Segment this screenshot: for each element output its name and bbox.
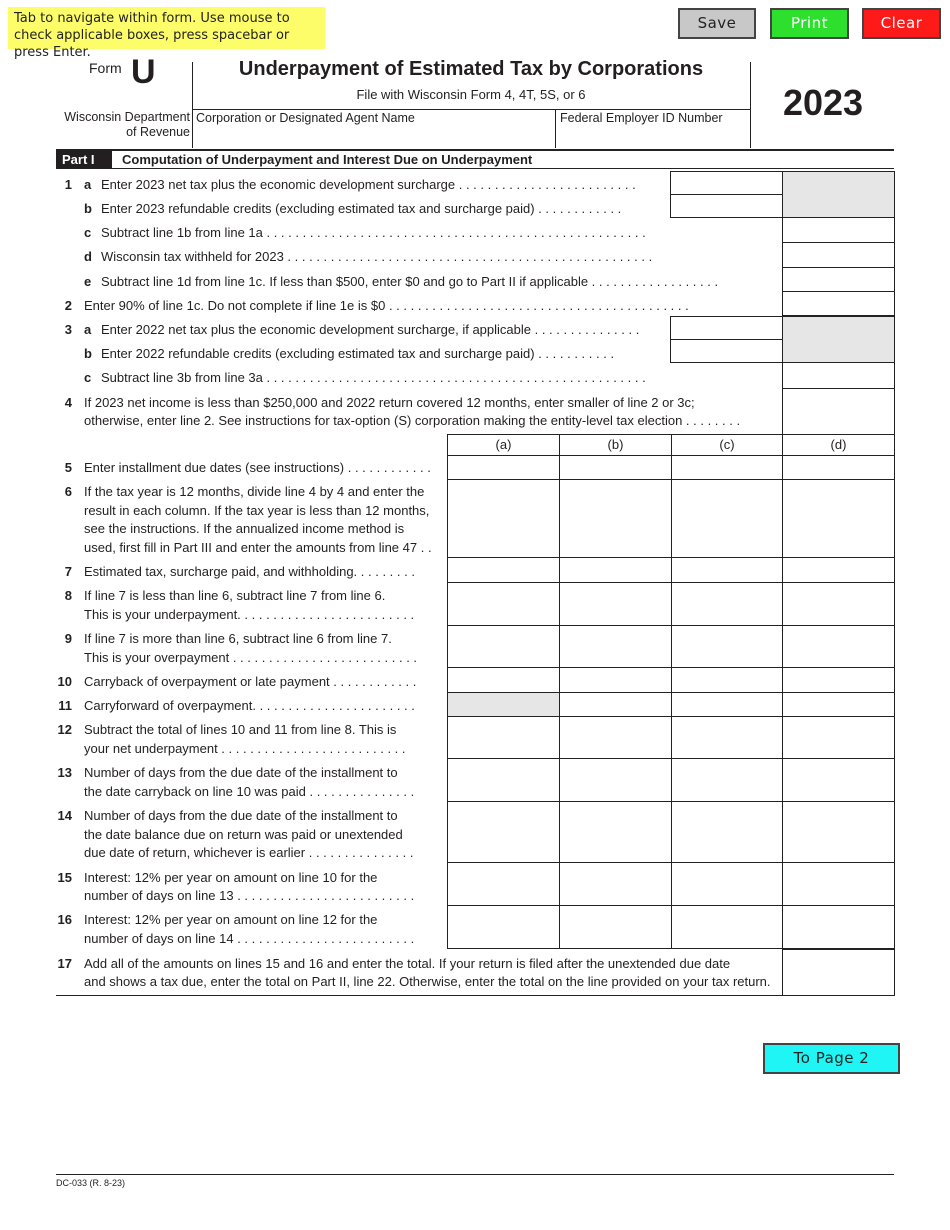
line-13-text-1: Number of days from the due date of the installment to <box>84 765 398 780</box>
line-6b-input[interactable] <box>559 479 672 558</box>
line-5c-input[interactable] <box>671 455 783 480</box>
line-1e-input[interactable] <box>782 267 895 292</box>
line-10b-input[interactable] <box>559 667 672 693</box>
line-13b-input[interactable] <box>559 758 672 802</box>
line-16c-input[interactable] <box>671 905 783 949</box>
fein-label: Federal Employer ID Number <box>560 111 723 125</box>
line-4-input[interactable] <box>782 388 895 435</box>
line-7d-input[interactable] <box>782 557 895 583</box>
line-15-text-2: number of days on line 13 . . . . . . . . . . . . . . . . . . . . . . . . . <box>84 888 415 903</box>
line-1b-letter: b <box>84 201 92 216</box>
line-1b-text: Enter 2023 refundable credits (excluding estimated tax and surcharge paid) . . . . . . . . . . . . <box>101 201 622 216</box>
line-3b-text: Enter 2022 refundable credits (excluding estimated tax and surcharge paid) . . . . . . . . . . . <box>101 346 615 361</box>
line-6-text-2: result in each column. If the tax year is less than 12 months, <box>84 503 430 518</box>
line-3c-input[interactable] <box>782 362 895 389</box>
line-17-text-2: and shows a tax due, enter the total on Part II, line 22. Otherwise, enter the total on the line provided on your tax return. <box>84 974 771 989</box>
line-9b-input[interactable] <box>559 625 672 668</box>
line-3c-text: Subtract line 3b from line 3a . . . . . . . . . . . . . . . . . . . . . . . . . . . . . . . . . . . . . . . . . . . . . . . . . . . . . <box>101 370 646 385</box>
form-code: DC-033 (R. 8-23) <box>56 1178 126 1188</box>
part-1-label: Part I <box>56 151 112 168</box>
form-letter: U <box>131 53 156 91</box>
line-1c-text: Subtract line 1b from line 1a . . . . . . . . . . . . . . . . . . . . . . . . . . . . . . . . . . . . . . . . . . . . . . . . . . . . . <box>101 225 646 240</box>
form-title: Underpayment of Estimated Tax by Corporations <box>238 58 704 80</box>
line-9-number: 9 <box>64 631 72 646</box>
line-9c-input[interactable] <box>671 625 783 668</box>
line-9a-input[interactable] <box>447 625 560 668</box>
navigation-tip: Tab to navigate within form. Use mouse to check applicable boxes, press spacebar or press Enter. <box>8 7 325 49</box>
line-7c-input[interactable] <box>671 557 783 583</box>
line-3c-letter: c <box>84 370 92 385</box>
line-12-number: 12 <box>57 722 72 737</box>
column-b-header: (b) <box>559 434 672 456</box>
line-16d-input[interactable] <box>782 905 895 949</box>
line-15a-input[interactable] <box>447 862 560 906</box>
form-footer <box>56 1174 894 1188</box>
line-15-text-1: Interest: 12% per year on amount on line 10 for the <box>84 870 378 885</box>
fein-input[interactable] <box>556 126 749 147</box>
line-9-text-1: If line 7 is more than line 6, subtract line 6 from line 7. <box>84 631 392 646</box>
line-6-text-4: used, first fill in Part III and enter the amounts from line 47 . . <box>84 540 432 555</box>
line-10-number: 10 <box>57 674 72 689</box>
line-16a-input[interactable] <box>447 905 560 949</box>
line-13a-input[interactable] <box>447 758 560 802</box>
name-input[interactable] <box>193 126 554 147</box>
line-5b-input[interactable] <box>559 455 672 480</box>
line-14b-input[interactable] <box>559 801 672 863</box>
line-1a-letter: a <box>84 177 92 192</box>
line-2-number: 2 <box>64 298 72 313</box>
divider <box>56 168 894 169</box>
line-6-number: 6 <box>64 484 72 499</box>
shaded-cell <box>447 692 560 717</box>
line-15-number: 15 <box>57 870 72 885</box>
line-17-number: 17 <box>57 956 72 971</box>
line-7a-input[interactable] <box>447 557 560 583</box>
line-12c-input[interactable] <box>671 716 783 759</box>
line-5a-input[interactable] <box>447 455 560 480</box>
line-8d-input[interactable] <box>782 582 895 626</box>
form-subtitle: File with Wisconsin Form 4, 4T, 5S, or 6 <box>356 87 586 102</box>
part-1-title: Computation of Underpayment and Interest Due on Underpayment <box>122 152 533 167</box>
line-1c-input[interactable] <box>782 217 895 243</box>
line-10c-input[interactable] <box>671 667 783 693</box>
line-13d-input[interactable] <box>782 758 895 802</box>
line-14d-input[interactable] <box>782 801 895 863</box>
part-1-header <box>56 149 894 168</box>
line-12a-input[interactable] <box>447 716 560 759</box>
shaded-cell <box>782 316 895 363</box>
name-label: Corporation or Designated Agent Name <box>196 111 415 125</box>
to-page-2-button[interactable]: To Page 2 <box>763 1043 900 1074</box>
line-16-number: 16 <box>57 912 72 927</box>
line-8-number: 8 <box>64 588 72 603</box>
line-1e-text: Subtract line 1d from line 1c. If less than $500, enter $0 and go to Part II if applicable . . . . . . . . . . . . . . . . . . <box>101 274 719 289</box>
line-1d-input[interactable] <box>782 242 895 268</box>
line-13-text-2: the date carryback on line 10 was paid . . . . . . . . . . . . . . . <box>84 784 415 799</box>
save-button[interactable]: Save <box>678 8 756 39</box>
line-11d-input[interactable] <box>782 692 895 717</box>
line-1d-letter: d <box>84 249 92 264</box>
line-12b-input[interactable] <box>559 716 672 759</box>
line-6c-input[interactable] <box>671 479 783 558</box>
form-word: Form <box>89 60 122 76</box>
line-1c-letter: c <box>84 225 92 240</box>
line-12-text-2: your net underpayment . . . . . . . . . . . . . . . . . . . . . . . . . . <box>84 741 406 756</box>
line-11b-input[interactable] <box>559 692 672 717</box>
line-5-number: 5 <box>64 460 72 475</box>
line-1a-text: Enter 2023 net tax plus the economic development surcharge . . . . . . . . . . . . . . . . . . . . . . . . . <box>101 177 636 192</box>
tax-year: 2023 <box>782 82 864 123</box>
line-17-input[interactable] <box>782 949 895 996</box>
line-1d-text: Wisconsin tax withheld for 2023 . . . . . . . . . . . . . . . . . . . . . . . . . . . . . . . . . . . . . . . . . . . . . . . . . . . <box>101 249 653 264</box>
line-14a-input[interactable] <box>447 801 560 863</box>
line-1b-input[interactable] <box>670 194 783 218</box>
line-14-text-3: due date of return, whichever is earlier . . . . . . . . . . . . . . . <box>84 845 414 860</box>
line-11-number: 11 <box>58 698 72 713</box>
line-11c-input[interactable] <box>671 692 783 717</box>
line-13c-input[interactable] <box>671 758 783 802</box>
line-5-text: Enter installment due dates (see instructions) . . . . . . . . . . . . <box>84 460 431 475</box>
line-14c-input[interactable] <box>671 801 783 863</box>
line-1e-letter: e <box>84 274 92 289</box>
column-d-header: (d) <box>782 434 895 456</box>
line-2-input[interactable] <box>782 291 895 316</box>
line-1-number: 1 <box>64 177 72 192</box>
line-3b-letter: b <box>84 346 92 361</box>
line-9-text-2: This is your overpayment . . . . . . . . . . . . . . . . . . . . . . . . . . <box>84 650 418 665</box>
line-14-text-1: Number of days from the due date of the installment to <box>84 808 398 823</box>
line-7-text: Estimated tax, surcharge paid, and withholding. . . . . . . . . <box>84 564 415 579</box>
line-13-number: 13 <box>57 765 72 780</box>
line-15b-input[interactable] <box>559 862 672 906</box>
line-8a-input[interactable] <box>447 582 560 626</box>
line-2-text: Enter 90% of line 1c. Do not complete if line 1e is $0 . . . . . . . . . . . . . . . . . . . . . . . . . . . . . . . . . . . . . . . . . . <box>84 298 689 313</box>
line-14-number: 14 <box>57 808 72 823</box>
line-8-text-2: This is your underpayment. . . . . . . . . . . . . . . . . . . . . . . . . <box>84 607 415 622</box>
line-3a-input[interactable] <box>670 316 783 340</box>
line-1a-input[interactable] <box>670 171 783 195</box>
divider <box>56 995 894 996</box>
line-15d-input[interactable] <box>782 862 895 906</box>
clear-button[interactable]: Clear <box>862 8 941 39</box>
line-4-number: 4 <box>64 395 72 410</box>
line-7b-input[interactable] <box>559 557 672 583</box>
line-8b-input[interactable] <box>559 582 672 626</box>
line-3a-text: Enter 2022 net tax plus the economic development surcharge, if applicable . . . . . . . . . . . . . . . <box>101 322 640 337</box>
line-17-text-1: Add all of the amounts on lines 15 and 16 and enter the total. If your return is filed after the unextended due date <box>84 956 731 971</box>
line-4-text-1: If 2023 net income is less than $250,000 and 2022 return covered 12 months, enter smaller of line 2 or 3c; <box>84 395 695 410</box>
line-16-text-2: number of days on line 14 . . . . . . . . . . . . . . . . . . . . . . . . . <box>84 931 415 946</box>
line-11-text: Carryforward of overpayment. . . . . . . . . . . . . . . . . . . . . . . <box>84 698 415 713</box>
line-12-text-1: Subtract the total of lines 10 and 11 from line 8. This is <box>84 722 397 737</box>
divider <box>750 62 751 148</box>
line-12d-input[interactable] <box>782 716 895 759</box>
line-8-text-1: If line 7 is less than line 6, subtract line 7 from line 6. <box>84 588 386 603</box>
department-line-1: Wisconsin Department <box>64 110 190 124</box>
line-6-text-1: If the tax year is 12 months, divide line 4 by 4 and enter the <box>84 484 425 499</box>
line-15c-input[interactable] <box>671 862 783 906</box>
line-7-number: 7 <box>64 564 72 579</box>
line-3b-input[interactable] <box>670 339 783 363</box>
print-button[interactable]: Print <box>770 8 849 39</box>
line-3a-letter: a <box>84 322 92 337</box>
line-3-number: 3 <box>64 322 72 337</box>
line-6a-input[interactable] <box>447 479 560 558</box>
department-name <box>56 110 190 140</box>
line-10a-input[interactable] <box>447 667 560 693</box>
line-6-text-3: see the instructions. If the annualized income method is <box>84 521 405 536</box>
column-c-header: (c) <box>671 434 783 456</box>
line-6d-input[interactable] <box>782 479 895 558</box>
column-a-header: (a) <box>447 434 560 456</box>
line-8c-input[interactable] <box>671 582 783 626</box>
line-10d-input[interactable] <box>782 667 895 693</box>
line-16b-input[interactable] <box>559 905 672 949</box>
line-14-text-2: the date balance due on return was paid or unextended <box>84 827 403 842</box>
line-10-text: Carryback of overpayment or late payment . . . . . . . . . . . . <box>84 674 417 689</box>
shaded-cell <box>782 171 895 218</box>
line-9d-input[interactable] <box>782 625 895 668</box>
department-line-2: of Revenue <box>126 125 190 139</box>
divider <box>192 109 750 110</box>
line-16-text-1: Interest: 12% per year on amount on line 12 for the <box>84 912 378 927</box>
line-4-text-2: otherwise, enter line 2. See instructions for tax-option (S) corporation making the entity-level tax election . . . . . . . . <box>84 413 741 428</box>
line-5d-input[interactable] <box>782 455 895 480</box>
